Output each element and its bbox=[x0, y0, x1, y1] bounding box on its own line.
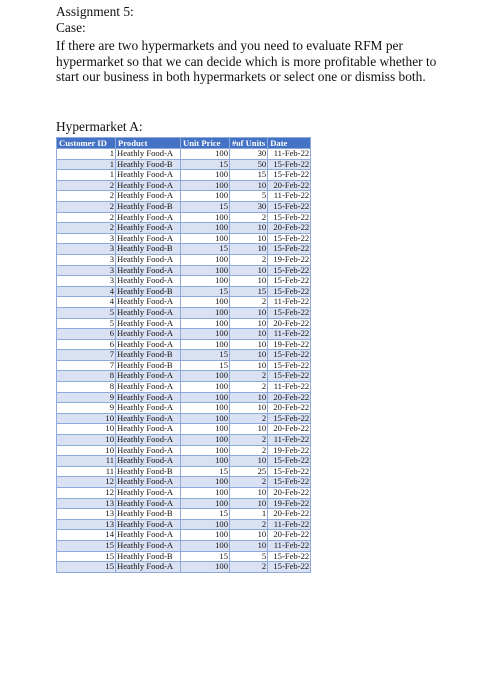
cell-date: 15-Feb-22 bbox=[268, 286, 311, 297]
cell-date: 15-Feb-22 bbox=[268, 244, 311, 255]
cell-units: 50 bbox=[230, 159, 268, 170]
table-row bbox=[57, 276, 311, 287]
cell-product: Heathly Food-B bbox=[116, 159, 181, 170]
cell-units: 10 bbox=[230, 530, 268, 541]
table-row bbox=[57, 244, 311, 255]
cell-product: Heathly Food-A bbox=[116, 498, 181, 509]
cell-date: 19-Feb-22 bbox=[268, 339, 311, 350]
cell-product: Heathly Food-B bbox=[116, 201, 181, 212]
cell-customer-id: 1 bbox=[57, 170, 116, 181]
cell-unit-price: 100 bbox=[181, 477, 230, 488]
cell-product: Heathly Food-A bbox=[116, 180, 181, 191]
cell-customer-id: 15 bbox=[57, 540, 116, 551]
cell-product: Heathly Food-A bbox=[116, 329, 181, 340]
cell-date: 20-Feb-22 bbox=[268, 424, 311, 435]
cell-units: 30 bbox=[230, 149, 268, 160]
cell-product: Heathly Food-A bbox=[116, 413, 181, 424]
hypermarket-a-table bbox=[56, 137, 311, 573]
header-product: Product bbox=[116, 138, 181, 149]
cell-date: 11-Feb-22 bbox=[268, 519, 311, 530]
cell-unit-price: 100 bbox=[181, 371, 230, 382]
cell-unit-price: 100 bbox=[181, 519, 230, 530]
cell-customer-id: 7 bbox=[57, 360, 116, 371]
table-row bbox=[57, 371, 311, 382]
cell-units: 15 bbox=[230, 170, 268, 181]
cell-unit-price: 100 bbox=[181, 318, 230, 329]
cell-units: 10 bbox=[230, 488, 268, 499]
cell-units: 2 bbox=[230, 435, 268, 446]
cell-date: 20-Feb-22 bbox=[268, 509, 311, 520]
cell-date: 11-Feb-22 bbox=[268, 435, 311, 446]
cell-units: 2 bbox=[230, 382, 268, 393]
cell-customer-id: 15 bbox=[57, 562, 116, 573]
cell-date: 20-Feb-22 bbox=[268, 223, 311, 234]
cell-unit-price: 100 bbox=[181, 530, 230, 541]
cell-unit-price: 100 bbox=[181, 435, 230, 446]
cell-customer-id: 7 bbox=[57, 350, 116, 361]
table-row bbox=[57, 297, 311, 308]
table-row bbox=[57, 509, 311, 520]
cell-unit-price: 100 bbox=[181, 149, 230, 160]
table-row bbox=[57, 562, 311, 573]
table-row bbox=[57, 254, 311, 265]
cell-customer-id: 11 bbox=[57, 456, 116, 467]
table-row bbox=[57, 488, 311, 499]
cell-unit-price: 15 bbox=[181, 509, 230, 520]
cell-units: 2 bbox=[230, 371, 268, 382]
cell-unit-price: 15 bbox=[181, 551, 230, 562]
cell-customer-id: 8 bbox=[57, 382, 116, 393]
table-row bbox=[57, 360, 311, 371]
cell-product: Heathly Food-A bbox=[116, 149, 181, 160]
cell-unit-price: 100 bbox=[181, 488, 230, 499]
cell-product: Heathly Food-B bbox=[116, 286, 181, 297]
cell-date: 15-Feb-22 bbox=[268, 562, 311, 573]
assignment-heading: Assignment 5: bbox=[56, 4, 134, 19]
cell-customer-id: 4 bbox=[57, 286, 116, 297]
cell-unit-price: 100 bbox=[181, 498, 230, 509]
cell-product: Heathly Food-B bbox=[116, 551, 181, 562]
table-row bbox=[57, 265, 311, 276]
cell-unit-price: 100 bbox=[181, 191, 230, 202]
cell-unit-price: 15 bbox=[181, 244, 230, 255]
cell-customer-id: 3 bbox=[57, 276, 116, 287]
cell-date: 11-Feb-22 bbox=[268, 540, 311, 551]
table-title: Hypermarket A: bbox=[56, 119, 143, 134]
table-row bbox=[57, 233, 311, 244]
cell-date: 11-Feb-22 bbox=[268, 329, 311, 340]
table-row bbox=[57, 180, 311, 191]
table-row bbox=[57, 456, 311, 467]
cell-unit-price: 100 bbox=[181, 212, 230, 223]
cell-product: Heathly Food-A bbox=[116, 488, 181, 499]
cell-units: 10 bbox=[230, 403, 268, 414]
cell-unit-price: 100 bbox=[181, 382, 230, 393]
cell-units: 25 bbox=[230, 466, 268, 477]
cell-customer-id: 3 bbox=[57, 254, 116, 265]
cell-unit-price: 100 bbox=[181, 445, 230, 456]
cell-product: Heathly Food-A bbox=[116, 424, 181, 435]
cell-customer-id: 4 bbox=[57, 297, 116, 308]
cell-unit-price: 100 bbox=[181, 307, 230, 318]
cell-date: 15-Feb-22 bbox=[268, 170, 311, 181]
cell-unit-price: 15 bbox=[181, 350, 230, 361]
cell-date: 11-Feb-22 bbox=[268, 191, 311, 202]
table-body bbox=[57, 149, 311, 573]
cell-customer-id: 10 bbox=[57, 413, 116, 424]
cell-product: Heathly Food-A bbox=[116, 170, 181, 181]
cell-date: 20-Feb-22 bbox=[268, 318, 311, 329]
table-row bbox=[57, 424, 311, 435]
cell-unit-price: 100 bbox=[181, 297, 230, 308]
cell-unit-price: 15 bbox=[181, 201, 230, 212]
cell-units: 2 bbox=[230, 297, 268, 308]
cell-product: Heathly Food-A bbox=[116, 382, 181, 393]
cell-date: 15-Feb-22 bbox=[268, 350, 311, 361]
cell-unit-price: 100 bbox=[181, 403, 230, 414]
cell-units: 15 bbox=[230, 286, 268, 297]
cell-product: Heathly Food-A bbox=[116, 339, 181, 350]
header-customer-id: Customer ID bbox=[57, 138, 116, 149]
cell-unit-price: 100 bbox=[181, 562, 230, 573]
cell-units: 10 bbox=[230, 339, 268, 350]
cell-unit-price: 100 bbox=[181, 339, 230, 350]
cell-product: Heathly Food-A bbox=[116, 519, 181, 530]
cell-date: 15-Feb-22 bbox=[268, 360, 311, 371]
cell-units: 5 bbox=[230, 191, 268, 202]
cell-customer-id: 2 bbox=[57, 201, 116, 212]
table-row bbox=[57, 413, 311, 424]
cell-unit-price: 100 bbox=[181, 276, 230, 287]
cell-units: 10 bbox=[230, 180, 268, 191]
cell-customer-id: 2 bbox=[57, 212, 116, 223]
header-date: Date bbox=[268, 138, 311, 149]
cell-date: 15-Feb-22 bbox=[268, 276, 311, 287]
table-row bbox=[57, 307, 311, 318]
cell-date: 15-Feb-22 bbox=[268, 233, 311, 244]
cell-customer-id: 13 bbox=[57, 509, 116, 520]
cell-product: Heathly Food-B bbox=[116, 466, 181, 477]
cell-unit-price: 100 bbox=[181, 540, 230, 551]
table-row bbox=[57, 530, 311, 541]
cell-customer-id: 3 bbox=[57, 233, 116, 244]
cell-product: Heathly Food-A bbox=[116, 540, 181, 551]
cell-units: 10 bbox=[230, 456, 268, 467]
cell-product: Heathly Food-A bbox=[116, 233, 181, 244]
cell-customer-id: 9 bbox=[57, 392, 116, 403]
cell-units: 2 bbox=[230, 212, 268, 223]
cell-customer-id: 10 bbox=[57, 445, 116, 456]
cell-unit-price: 100 bbox=[181, 424, 230, 435]
cell-customer-id: 2 bbox=[57, 180, 116, 191]
cell-product: Heathly Food-A bbox=[116, 307, 181, 318]
cell-customer-id: 1 bbox=[57, 159, 116, 170]
cell-date: 20-Feb-22 bbox=[268, 403, 311, 414]
table-row bbox=[57, 286, 311, 297]
cell-product: Heathly Food-A bbox=[116, 297, 181, 308]
cell-unit-price: 15 bbox=[181, 286, 230, 297]
cell-units: 2 bbox=[230, 562, 268, 573]
cell-customer-id: 5 bbox=[57, 307, 116, 318]
cell-unit-price: 100 bbox=[181, 265, 230, 276]
cell-date: 11-Feb-22 bbox=[268, 297, 311, 308]
cell-units: 10 bbox=[230, 318, 268, 329]
cell-date: 15-Feb-22 bbox=[268, 466, 311, 477]
cell-units: 1 bbox=[230, 509, 268, 520]
cell-units: 10 bbox=[230, 392, 268, 403]
cell-product: Heathly Food-A bbox=[116, 223, 181, 234]
cell-unit-price: 100 bbox=[181, 329, 230, 340]
cell-unit-price: 15 bbox=[181, 360, 230, 371]
cell-product: Heathly Food-A bbox=[116, 456, 181, 467]
cell-product: Heathly Food-B bbox=[116, 509, 181, 520]
cell-product: Heathly Food-A bbox=[116, 276, 181, 287]
table-row bbox=[57, 540, 311, 551]
cell-date: 15-Feb-22 bbox=[268, 307, 311, 318]
cell-product: Heathly Food-A bbox=[116, 435, 181, 446]
cell-date: 19-Feb-22 bbox=[268, 445, 311, 456]
cell-product: Heathly Food-A bbox=[116, 191, 181, 202]
cell-customer-id: 12 bbox=[57, 477, 116, 488]
cell-date: 15-Feb-22 bbox=[268, 201, 311, 212]
table-row bbox=[57, 477, 311, 488]
cell-units: 10 bbox=[230, 233, 268, 244]
cell-product: Heathly Food-A bbox=[116, 265, 181, 276]
cell-date: 19-Feb-22 bbox=[268, 498, 311, 509]
cell-customer-id: 2 bbox=[57, 223, 116, 234]
cell-date: 20-Feb-22 bbox=[268, 488, 311, 499]
cell-product: Heathly Food-B bbox=[116, 350, 181, 361]
cell-customer-id: 6 bbox=[57, 329, 116, 340]
cell-customer-id: 10 bbox=[57, 435, 116, 446]
cell-unit-price: 100 bbox=[181, 254, 230, 265]
cell-unit-price: 100 bbox=[181, 180, 230, 191]
cell-product: Heathly Food-A bbox=[116, 530, 181, 541]
cell-customer-id: 13 bbox=[57, 498, 116, 509]
table-row bbox=[57, 149, 311, 160]
cell-date: 20-Feb-22 bbox=[268, 180, 311, 191]
cell-units: 2 bbox=[230, 445, 268, 456]
cell-customer-id: 1 bbox=[57, 149, 116, 160]
table-row bbox=[57, 223, 311, 234]
table-row bbox=[57, 191, 311, 202]
table-row bbox=[57, 212, 311, 223]
cell-date: 15-Feb-22 bbox=[268, 551, 311, 562]
cell-date: 15-Feb-22 bbox=[268, 456, 311, 467]
cell-date: 11-Feb-22 bbox=[268, 382, 311, 393]
cell-units: 5 bbox=[230, 551, 268, 562]
case-paragraph: If there are two hypermarkets and you need to evaluate RFM per hypermarket so that we can decide which is more profitable whether to start our business in both hypermarkets or select one or dismiss both. bbox=[56, 38, 437, 84]
cell-date: 20-Feb-22 bbox=[268, 392, 311, 403]
cell-unit-price: 100 bbox=[181, 233, 230, 244]
cell-units: 10 bbox=[230, 244, 268, 255]
cell-customer-id: 8 bbox=[57, 371, 116, 382]
cell-units: 2 bbox=[230, 519, 268, 530]
cell-unit-price: 100 bbox=[181, 223, 230, 234]
header-unit-price: Unit Price bbox=[181, 138, 230, 149]
cell-units: 10 bbox=[230, 424, 268, 435]
cell-date: 15-Feb-22 bbox=[268, 159, 311, 170]
table-row bbox=[57, 159, 311, 170]
cell-units: 10 bbox=[230, 540, 268, 551]
cell-unit-price: 100 bbox=[181, 456, 230, 467]
cell-product: Heathly Food-A bbox=[116, 477, 181, 488]
cell-date: 15-Feb-22 bbox=[268, 212, 311, 223]
cell-unit-price: 15 bbox=[181, 466, 230, 477]
cell-date: 19-Feb-22 bbox=[268, 254, 311, 265]
cell-customer-id: 5 bbox=[57, 318, 116, 329]
cell-units: 2 bbox=[230, 477, 268, 488]
cell-customer-id: 3 bbox=[57, 244, 116, 255]
cell-customer-id: 12 bbox=[57, 488, 116, 499]
cell-units: 10 bbox=[230, 265, 268, 276]
cell-product: Heathly Food-A bbox=[116, 403, 181, 414]
table-row bbox=[57, 403, 311, 414]
header-units: #of Units bbox=[230, 138, 268, 149]
cell-unit-price: 15 bbox=[181, 159, 230, 170]
cell-customer-id: 15 bbox=[57, 551, 116, 562]
cell-units: 10 bbox=[230, 360, 268, 371]
cell-product: Heathly Food-A bbox=[116, 254, 181, 265]
cell-unit-price: 100 bbox=[181, 413, 230, 424]
cell-date: 15-Feb-22 bbox=[268, 371, 311, 382]
cell-product: Heathly Food-A bbox=[116, 392, 181, 403]
cell-date: 15-Feb-22 bbox=[268, 265, 311, 276]
cell-unit-price: 100 bbox=[181, 170, 230, 181]
cell-units: 2 bbox=[230, 413, 268, 424]
cell-customer-id: 13 bbox=[57, 519, 116, 530]
case-label: Case: bbox=[56, 20, 86, 35]
cell-product: Heathly Food-A bbox=[116, 445, 181, 456]
cell-customer-id: 11 bbox=[57, 466, 116, 477]
table-row bbox=[57, 466, 311, 477]
cell-units: 10 bbox=[230, 223, 268, 234]
cell-customer-id: 6 bbox=[57, 339, 116, 350]
cell-units: 10 bbox=[230, 498, 268, 509]
cell-units: 2 bbox=[230, 254, 268, 265]
cell-customer-id: 3 bbox=[57, 265, 116, 276]
cell-units: 10 bbox=[230, 350, 268, 361]
table-row bbox=[57, 339, 311, 350]
cell-date: 15-Feb-22 bbox=[268, 413, 311, 424]
cell-date: 15-Feb-22 bbox=[268, 477, 311, 488]
table-row bbox=[57, 350, 311, 361]
cell-unit-price: 100 bbox=[181, 392, 230, 403]
table-row bbox=[57, 392, 311, 403]
table-row bbox=[57, 498, 311, 509]
cell-product: Heathly Food-A bbox=[116, 562, 181, 573]
cell-customer-id: 14 bbox=[57, 530, 116, 541]
cell-date: 11-Feb-22 bbox=[268, 149, 311, 160]
cell-units: 30 bbox=[230, 201, 268, 212]
cell-date: 20-Feb-22 bbox=[268, 530, 311, 541]
table-row bbox=[57, 445, 311, 456]
cell-customer-id: 10 bbox=[57, 424, 116, 435]
cell-product: Heathly Food-B bbox=[116, 360, 181, 371]
table-header-row bbox=[57, 138, 311, 149]
cell-product: Heathly Food-A bbox=[116, 371, 181, 382]
cell-units: 10 bbox=[230, 276, 268, 287]
cell-units: 10 bbox=[230, 329, 268, 340]
table-row bbox=[57, 519, 311, 530]
table-row bbox=[57, 382, 311, 393]
cell-customer-id: 9 bbox=[57, 403, 116, 414]
cell-product: Heathly Food-B bbox=[116, 244, 181, 255]
table-row bbox=[57, 201, 311, 212]
cell-product: Heathly Food-A bbox=[116, 318, 181, 329]
table-row bbox=[57, 329, 311, 340]
cell-customer-id: 2 bbox=[57, 191, 116, 202]
cell-product: Heathly Food-A bbox=[116, 212, 181, 223]
table-row bbox=[57, 318, 311, 329]
cell-units: 10 bbox=[230, 307, 268, 318]
table-row bbox=[57, 551, 311, 562]
table-row bbox=[57, 435, 311, 446]
table-row bbox=[57, 170, 311, 181]
